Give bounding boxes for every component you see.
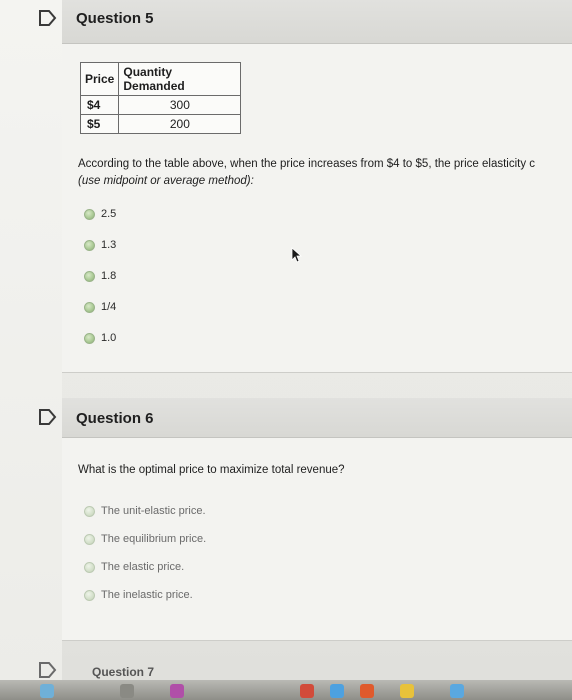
radio-button[interactable]: [84, 333, 95, 344]
radio-button[interactable]: [84, 209, 95, 220]
option-label: The elastic price.: [101, 561, 185, 573]
price-quantity-table: [80, 62, 241, 134]
dock-app-icon[interactable]: [330, 684, 344, 698]
option-label: 1.8: [101, 270, 117, 282]
option-equilibrium[interactable]: [84, 531, 206, 547]
option-1-4[interactable]: [84, 299, 116, 315]
radio-button[interactable]: [84, 506, 95, 517]
question-7-title: Question 7: [92, 665, 155, 679]
option-1-0[interactable]: [84, 330, 116, 346]
question-6-title: Question 6: [76, 410, 154, 427]
option-label: 1/4: [101, 301, 117, 313]
dock-app-icon[interactable]: [360, 684, 374, 698]
option-unit-elastic[interactable]: [84, 503, 206, 519]
flag-icon[interactable]: [37, 8, 59, 28]
question-6-prompt-line: What is the optimal price to maximize total revenue?: [78, 464, 345, 476]
question-divider: [62, 640, 572, 641]
dock-app-icon[interactable]: [450, 684, 464, 698]
option-label: The unit-elastic price.: [101, 505, 206, 517]
option-label: 1.0: [101, 332, 117, 344]
option-1-3[interactable]: [84, 237, 116, 253]
flag-icon[interactable]: [37, 660, 59, 680]
question-6-header: [62, 398, 572, 438]
option-inelastic[interactable]: [84, 587, 193, 603]
radio-button[interactable]: [84, 590, 95, 601]
flag-icon[interactable]: [37, 407, 59, 427]
table-cell-price: $5: [81, 115, 119, 134]
radio-button[interactable]: [84, 271, 95, 282]
table-cell-quantity: 200: [119, 115, 241, 134]
option-label: The inelastic price.: [101, 589, 193, 601]
option-label: 1.3: [101, 239, 117, 251]
table-row: [81, 115, 241, 134]
table-header-price: Price: [81, 63, 119, 96]
question-5-header: [62, 0, 572, 44]
question-5-prompt: [78, 156, 572, 190]
cursor-icon: [291, 247, 303, 263]
dock-app-icon[interactable]: [40, 684, 54, 698]
dock-app-icon[interactable]: [300, 684, 314, 698]
radio-button[interactable]: [84, 302, 95, 313]
table-cell-price: $4: [81, 96, 119, 115]
table-header-row: [81, 63, 241, 96]
question-5-prompt-line1: According to the table above, when the price increases from $4 to $5, the price elasticity c: [78, 158, 536, 170]
dock-bar: [0, 680, 572, 700]
table-row: [81, 96, 241, 115]
question-6-prompt: [78, 462, 572, 479]
dock-app-icon[interactable]: [170, 684, 184, 698]
question-5-title: Question 5: [76, 10, 154, 27]
radio-button[interactable]: [84, 534, 95, 545]
radio-button[interactable]: [84, 562, 95, 573]
left-margin: [0, 0, 62, 700]
radio-button[interactable]: [84, 240, 95, 251]
question-divider: [62, 372, 572, 373]
option-1-8[interactable]: [84, 268, 116, 284]
option-elastic[interactable]: [84, 559, 184, 575]
dock-app-icon[interactable]: [120, 684, 134, 698]
option-2-5[interactable]: [84, 206, 116, 222]
table-cell-quantity: 300: [119, 96, 241, 115]
option-label: 2.5: [101, 208, 117, 220]
dock-app-icon[interactable]: [400, 684, 414, 698]
table-header-quantity: Quantity Demanded: [119, 63, 241, 96]
option-label: The equilibrium price.: [101, 533, 207, 545]
question-5-prompt-line2: (use midpoint or average method):: [78, 175, 254, 187]
